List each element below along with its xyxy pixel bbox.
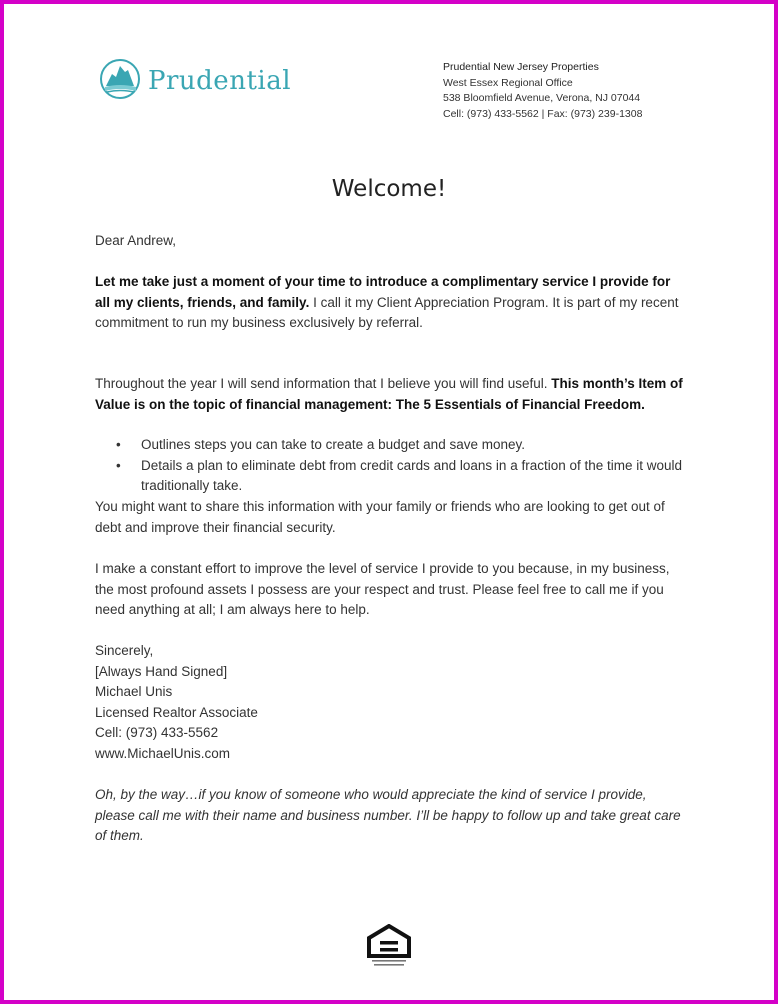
paragraph-item-of-value — [95, 374, 685, 415]
office-name: Prudential New Jersey Properties — [443, 61, 599, 73]
paragraph-intro-bold: Let me take just a moment of your time to introduce a complimentary service I provide for all my clients, friends, and family. — [95, 274, 671, 310]
closing: Sincerely, — [95, 643, 154, 658]
postscript: Oh, by the way…if you know of someone who would appreciate the kind of service I provide, please call me with their name and business number. I’ll be happy to follow up and take great care of them. — [95, 787, 681, 844]
bullet-list — [95, 435, 685, 497]
paragraph-intro-rest: I call it my Client Appreciation Program. It is part of my recent commitment to run my business exclusively by referral. — [95, 294, 679, 331]
bullet-text: Details a plan to eliminate debt from credit cards and loans in a fraction of the time it would traditionally take. — [141, 457, 683, 494]
sender-name: Michael Unis — [95, 684, 173, 700]
bullet-icon: • — [116, 437, 121, 452]
paragraph-service: I make a constant effort to improve the level of service I provide to you because, in my business, the most profound assets I possess are your respect and trust. Please feel free to call me if you need anything at all; I am always here to help. — [95, 561, 670, 618]
bullet-icon: • — [116, 457, 121, 473]
office-address: 538 Bloomfield Avenue, Verona, NJ 07044 — [443, 92, 641, 104]
letter-title: Welcome! — [331, 176, 447, 202]
rock-of-gibraltar-icon — [98, 56, 144, 102]
prudential-logo — [98, 56, 298, 106]
office-address-block — [443, 60, 642, 122]
paragraph-intro — [95, 272, 685, 334]
bullet-text: Outlines steps you can take to create a budget and save money. — [141, 437, 525, 452]
office-branch: West Essex Regional Office — [443, 76, 573, 89]
paragraph-item-bold: This month’s Item of Value is on the topic of financial management: The 5 Essentials of Financial Freedom. — [95, 376, 683, 412]
list-item — [95, 435, 685, 456]
paragraph-item-intro: Throughout the year I will send information that I believe you will find useful. — [95, 376, 548, 391]
office-phones: Cell: (973) 433-5562 | Fax: (973) 239-1308 — [443, 107, 643, 120]
equal-housing-opportunity-icon — [364, 924, 414, 968]
sender-role: Licensed Realtor Associate — [95, 704, 258, 720]
greeting: Dear Andrew, — [95, 233, 177, 248]
signature-block — [95, 641, 685, 765]
sender-website: www.MichaelUnis.com — [95, 745, 231, 761]
equal-housing-logo — [364, 924, 414, 968]
brand-name: Prudential — [148, 66, 292, 96]
list-item — [95, 456, 685, 497]
sender-cell: Cell: (973) 433-5562 — [95, 725, 219, 741]
paragraph-share: You might want to share this information with your family or friends who are looking to get out of debt and improve their financial security. — [95, 499, 665, 535]
signed-note: [Always Hand Signed] — [95, 663, 228, 679]
